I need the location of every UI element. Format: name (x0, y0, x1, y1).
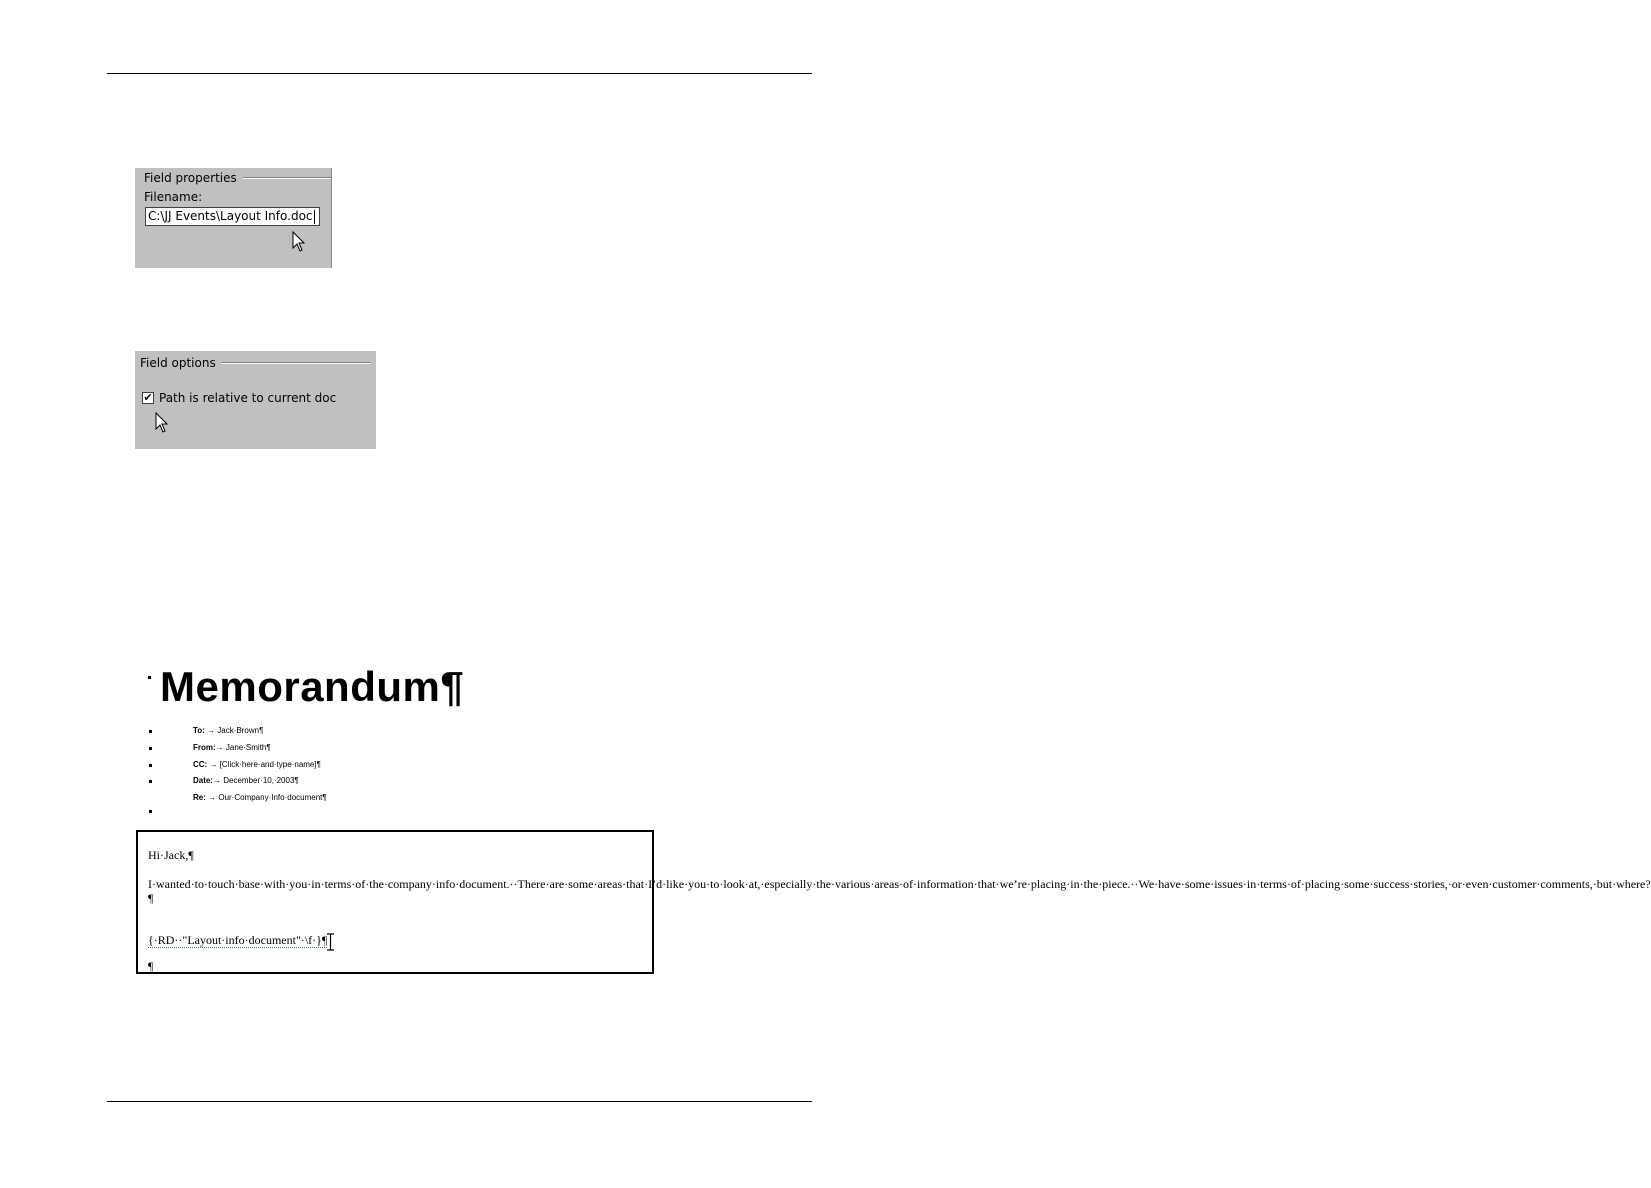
text-ibeam-cursor-icon (326, 933, 335, 951)
arrow-cursor-icon (155, 412, 169, 434)
group-divider (243, 177, 331, 179)
memo-title: Memorandum¶ (160, 663, 465, 710)
tab-arrow: → (215, 743, 226, 752)
paragraph-mark-bullet (148, 676, 151, 679)
field-options-group (140, 356, 370, 370)
memo-date-value: December·10,·2003¶ (223, 776, 299, 785)
memo-to-value: Jack·Brown¶ (217, 726, 264, 735)
text-caret (314, 210, 315, 224)
memo-body-text: I·wanted·to·touch·base·with·you·in·terms·of·the·company·info·document.··There·are·some·areas·that·I’d·like·you·to·look·at,·especially·the·various·areas·of·information·that·we’re·placing·in·the·piece.··We·have·some·issues·in·terms·of·placing·some·success·stories,·or·even·customer·comments,·but·where?¶ (148, 877, 1651, 905)
footer-rule (107, 1101, 812, 1102)
arrow-cursor-icon (292, 231, 306, 253)
memo-cc-value: [Click·here·and·type·name]¶ (219, 760, 321, 769)
group-divider (222, 362, 370, 364)
header-rule (107, 73, 812, 74)
paragraph-mark-bullet (149, 764, 152, 767)
memo-greeting: Hi·Jack,¶ (148, 848, 194, 862)
memo-body-box[interactable] (136, 830, 1651, 974)
memo-re-value: Our·Company·Info·document¶ (218, 793, 327, 802)
memo-cc-row (193, 760, 321, 769)
memo-empty-paragraph: ¶ (148, 959, 154, 973)
paragraph-mark-bullet (149, 747, 152, 750)
memo-re-label: Re: (193, 793, 206, 802)
tab-arrow: → (213, 776, 224, 785)
filename-label: Filename: (144, 190, 203, 204)
memo-cc-label: CC: (193, 760, 208, 769)
memo-date-label: Date: (193, 776, 214, 785)
field-properties-title: Field properties (144, 171, 237, 185)
rd-field-code: {·RD··"Layout·info·document"·\f·}¶ (148, 933, 328, 947)
memo-from-label: From: (193, 743, 216, 752)
tab-arrow: → (204, 726, 218, 735)
memo-from-value: Jane·Smith¶ (225, 743, 271, 752)
filename-value: C:\JJ Events\Layout Info.doc (148, 209, 313, 223)
memo-date-row (193, 776, 299, 785)
field-properties-group (144, 171, 331, 185)
tab-arrow: → (207, 760, 220, 769)
memo-to-label: To: (193, 726, 205, 735)
relative-path-label[interactable]: Path is relative to current doc (159, 391, 337, 405)
field-options-panel (135, 351, 376, 449)
checkmark-icon: ✔ (143, 391, 153, 404)
memo-to-row (193, 726, 263, 735)
memo-field-code (148, 933, 643, 947)
paragraph-mark-bullet (149, 810, 152, 813)
field-properties-panel (135, 168, 332, 268)
relative-path-checkbox[interactable] (142, 392, 154, 404)
paragraph-mark-bullet (149, 780, 152, 783)
tab-arrow: → (205, 793, 219, 802)
memo-re-row (193, 793, 327, 802)
field-options-title: Field options (140, 356, 216, 370)
filename-input[interactable] (145, 207, 320, 226)
paragraph-mark-bullet (149, 730, 152, 733)
memo-from-row (193, 743, 271, 752)
